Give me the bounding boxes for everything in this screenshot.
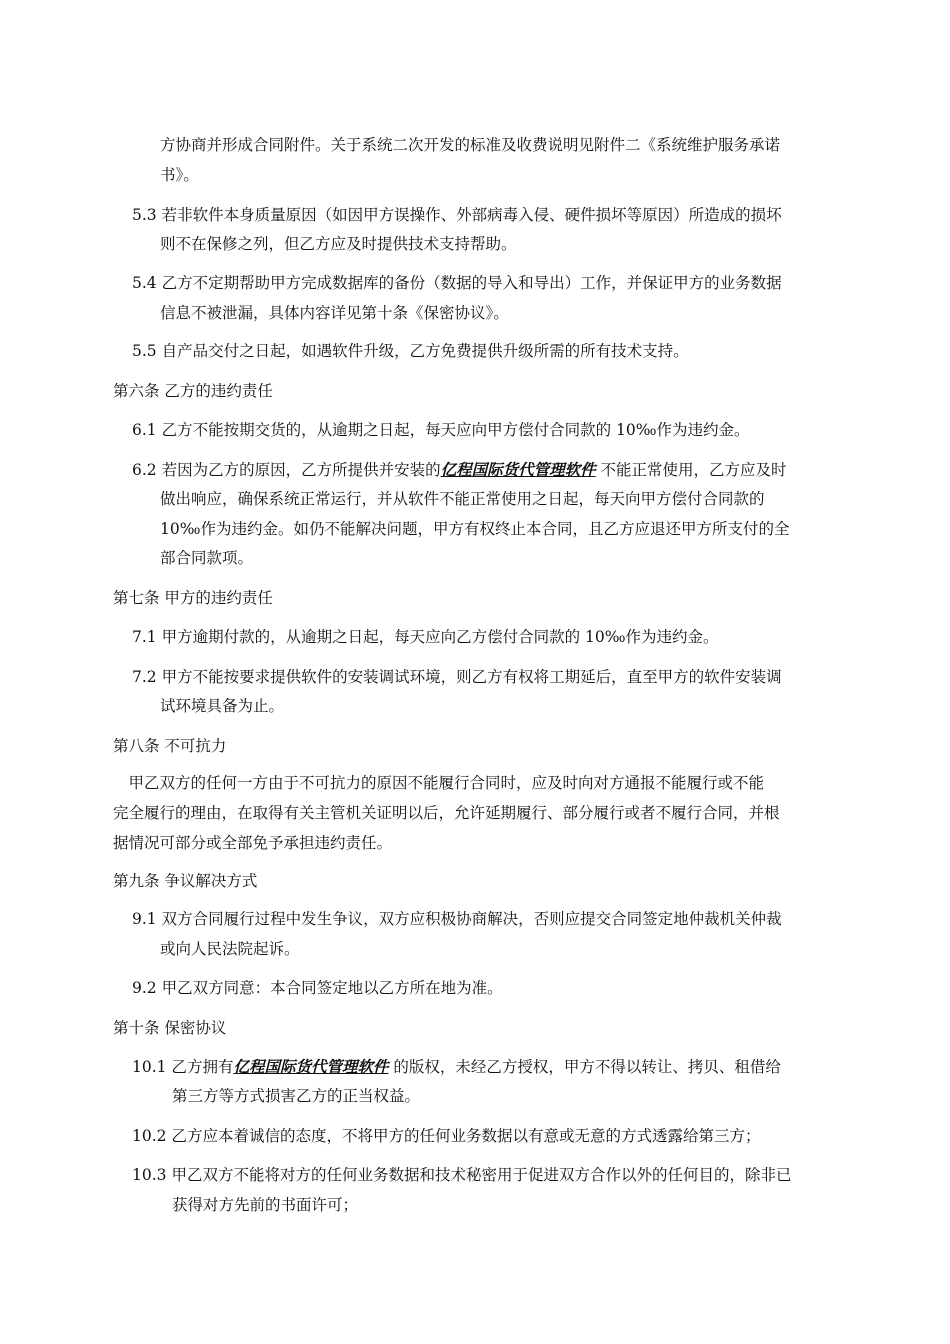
clause-5-4-line-2: 信息不被泄漏，具体内容详见第十条《保密协议》。 <box>160 304 509 322</box>
clause-7-2-line-2: 试环境具备为止。 <box>160 697 285 715</box>
clause-6-2-line-1 <box>132 455 787 485</box>
clause-6-2-post: 不能正常使用，乙方应及时 <box>595 461 787 479</box>
product-name: 亿程国际货代管理软件 <box>440 460 596 479</box>
clause-7-1-line-1: 7.1 甲方逾期付款的，从逾期之日起，每天应向乙方偿付合同款的 10‰作为违约金。 <box>132 628 719 646</box>
clause-7-2-line-1: 7.2 甲方不能按要求提供软件的安装调试环境，则乙方有权将工期延后，直至甲方的软件安装调 <box>132 668 782 686</box>
continuation-line-1: 方协商并形成合同附件。关于系统二次开发的标准及收费说明见附件二《系统维护服务承诺 <box>160 136 781 154</box>
clause-6-2-line-4: 部合同款项。 <box>160 549 254 567</box>
clause-6-1-line-1: 6.1 乙方不能按期交货的，从逾期之日起，每天应向甲方偿付合同款的 10‰作为违约金。 <box>132 421 750 439</box>
article-8-line-3: 据情况可部分或全部免予承担违约责任。 <box>113 834 393 852</box>
clause-6-2-pre: 6.2 若因为乙方的原因，乙方所提供并安装的 <box>132 461 441 479</box>
clause-5-4-line-1: 5.4 乙方不定期帮助甲方完成数据库的备份（数据的导入和导出）工作，并保证甲方的业务数据 <box>132 274 782 292</box>
product-name: 亿程国际货代管理软件 <box>233 1057 389 1076</box>
clause-5-5-line-1: 5.5 自产品交付之日起，如遇软件升级，乙方免费提供升级所需的所有技术支持。 <box>132 342 689 360</box>
clause-6-2-line-2: 做出响应，确保系统正常运行，并从软件不能正常使用之日起，每天向甲方偿付合同款的 <box>160 490 765 508</box>
article-7-title: 第七条 甲方的违约责任 <box>113 589 273 607</box>
clause-9-1-line-2: 或向人民法院起诉。 <box>160 940 300 958</box>
clause-10-2-line-1: 10.2 乙方应本着诚信的态度，不将甲方的任何业务数据以有意或无意的方式透露给第三方； <box>132 1127 761 1145</box>
clause-10-1-line-1 <box>132 1052 781 1082</box>
clause-10-1-post: 的版权，未经乙方授权，甲方不得以转让、拷贝、租借给 <box>388 1058 781 1076</box>
article-8-line-2: 完全履行的理由，在取得有关主管机关证明以后，允许延期履行、部分履行或者不履行合同，并根 <box>113 804 780 822</box>
article-9-title: 第九条 争议解决方式 <box>113 872 258 890</box>
clause-10-3-line-1: 10.3 甲乙双方不能将对方的任何业务数据和技术秘密用于促进双方合作以外的任何目的，除非已 <box>132 1166 792 1184</box>
continuation-line-2: 书》。 <box>160 166 199 184</box>
article-6-title: 第六条 乙方的违约责任 <box>113 382 273 400</box>
clause-5-3-line-2: 则不在保修之列，但乙方应及时提供技术支持帮助。 <box>160 235 517 253</box>
article-10-title: 第十条 保密协议 <box>113 1019 227 1037</box>
clause-5-3-line-1: 5.3 若非软件本身质量原因（如因甲方误操作、外部病毒入侵、硬件损坏等原因）所造成的损坏 <box>132 206 782 224</box>
clause-9-2-line-1: 9.2 甲乙双方同意：本合同签定地以乙方所在地为准。 <box>132 979 503 997</box>
clause-10-1-line-2: 第三方等方式损害乙方的正当权益。 <box>172 1087 421 1105</box>
clause-9-1-line-1: 9.1 双方合同履行过程中发生争议，双方应积极协商解决，否则应提交合同签定地仲裁机关仲裁 <box>132 910 782 928</box>
clause-6-2-line-3: 10‰作为违约金。如仍不能解决问题，甲方有权终止本合同，且乙方应退还甲方所支付的全 <box>160 520 790 538</box>
article-8-title: 第八条 不可抗力 <box>113 737 227 755</box>
clause-10-3-line-2: 获得对方先前的书面许可； <box>172 1196 359 1214</box>
article-8-line-1: 甲乙双方的任何一方由于不可抗力的原因不能履行合同时，应及时向对方通报不能履行或不能 <box>113 774 765 792</box>
clause-10-1-pre: 10.1 乙方拥有 <box>132 1058 234 1076</box>
